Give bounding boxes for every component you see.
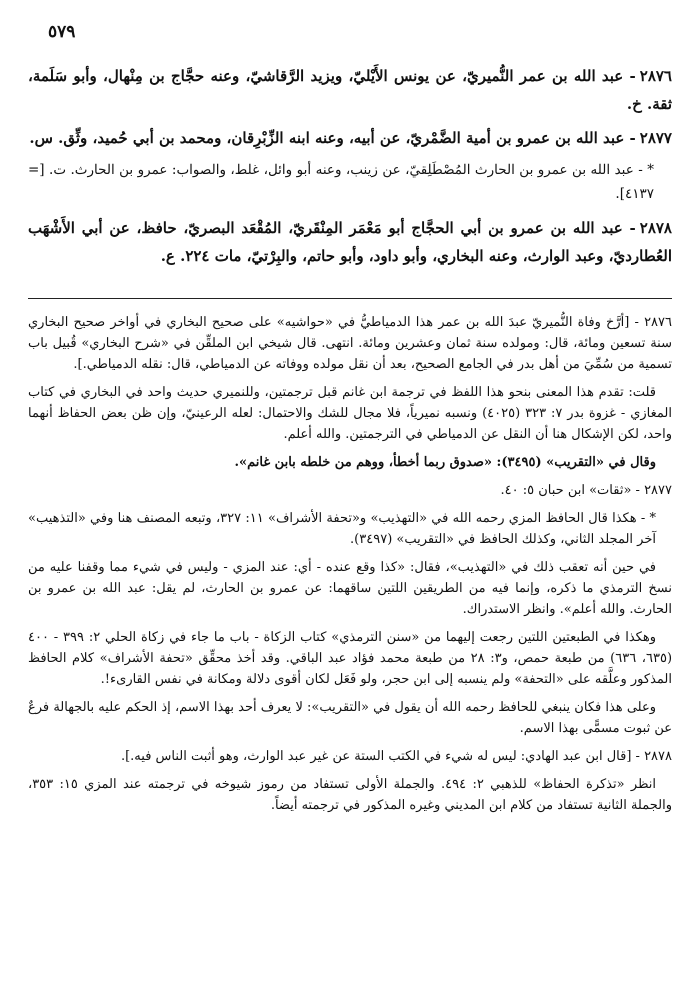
entry-text: - عبد الله بن عمرو بن أمية الضَّمْريّ، عن أبيه، وعنه ابنه الزِّبْرِقان، ومحمد بن أبي حُميد، وثِّق. س. xyxy=(29,129,636,147)
main-text xyxy=(28,62,672,276)
entry-2876 xyxy=(28,62,672,118)
footnote-2878-b: انظر «تذكرة الحفاظ» للذهبي ٢: ٤٩٤. والجملة الأولى تستفاد من رموز شيوخه في ترجمته عند المزي ١٥: ٣٥٣، والجملة الثانية تستفاد من كلام ابن المديني وغيره المذكور في ترجمته أيضاً. xyxy=(28,777,672,813)
footnote-2877-b: * - هكذا قال الحافظ المزي رحمه الله في «التهذيب» و«تحفة الأشراف» ١١: ٣٢٧، وتبعه المصنف هنا وفي «التذهيب» آخر المجلد الثاني، وكذلك الحافظ في «التقريب» (٣٤٩٧). xyxy=(28,511,657,547)
entry-number: ٢٨٧٨ xyxy=(639,219,672,237)
footnote-2877-e: وعلى هذا فكان ينبغي للحافظ رحمه الله أن يقول في «التقريب»: لا يعرف أحد بهذا الاسم، إذ الحكم عليه بالجهالة فرعٌ عن ثبوت مسمًّى بهذا الاسم. xyxy=(28,700,672,736)
footnote-2876-c: وقال في «التقريب» (٣٤٩٥): «صدوق ربما أخطأ، ووهم من خلطه بابن غانم». xyxy=(234,455,656,470)
footnote-2878-a: ٢٨٧٨ - [قال ابن عبد الهادي: ليس له شيء في الكتب الستة عن غير عبد الوارث، وهو أثبت الناس فيه.]. xyxy=(120,749,672,764)
entry-2878 xyxy=(28,214,672,270)
footnote-2877-d: وهكذا في الطبعتين اللتين رجعت إليهما من «سنن الترمذي» كتاب الزكاة - باب ما جاء في زكاة الحلي ٢: ٣٩٩ - ٤٠٠ (٦٣٥، ٦٣٦) من طبعة حمص، و٣: ٢٨ من طبعة محمد فؤاد عبد الباقي. وقد أخذ محقِّق «تحفة الأشراف» كلام الحافظ المذكور وعلَّقه على «التحفة» ولم ينسبه إلى ابن حجر، ولو فَعَل لكان أقوى دلالة ومكانة في نفس القارىء!. xyxy=(28,630,673,687)
footnotes xyxy=(28,312,672,823)
page-number: ٥٧٩ xyxy=(48,22,76,42)
entry-text: - عبد الله بن عمرو بن أبي الحجَّاج أبو مَعْمَر المِنْقَريّ، المُقْعَد البصريّ، حافظ، عن أبي الأَشْهَب العُطارديّ، وعبد الوارث، وعنه البخاري، وأبو داود، وأبو حاتم، والبِرْتيّ، مات ٢٢٤. ع. xyxy=(28,219,672,265)
footnote-2877-c: في حين أنه تعقب ذلك في «التهذيب»، فقال: «كذا وقع عنده - أي: عند المزي - وليس في شيء مما وقفنا عليه من نسخ الترمذي ما ذكره، وإنما فيه من الطريقين اللتين ساقهما: عن عمرو بن الحارث، لم يقل: عبد الله بن عمرو بن الحارث. والله أعلم». وانظر الاستدراك. xyxy=(28,560,672,617)
entry-2877 xyxy=(28,124,672,152)
footnote-divider xyxy=(28,298,672,299)
footnote-2877-a: ٢٨٧٧ - «ثقات» ابن حبان ٥: ٤٠. xyxy=(500,483,672,498)
footnote-2876-b: قلت: تقدم هذا المعنى بنحو هذا اللفظ في ترجمة ابن غانم قبل ترجمتين، وللنميري حديث واحد في البخاري في كتاب المغازي - غزوة بدر ٧: ٣٢٣ (٤٠٢٥) ونسبه نميرياً، فلا مجال للشك والاحتمال: لعله الرعينيّ، وإن ظن بعض الحفاظ أنهما واحد، لكن الإشكال هنا أن النقل عن الدمياطي في الترجمتين. والله أعلم. xyxy=(28,385,672,442)
footnote-2876-a: ٢٨٧٦ - [أرَّخ وفاة النُّميريّ عبدَ الله بن عمر هذا الدمياطيُّ في «حواشيه» على صحيح البخاري في أواخر صحيح البخاري سنة تسعين ومائة، قال: ومولده سنة ثمان وعشرين ومائة. انتهى. قال شيخي ابن الملقِّن في «شرح البخاري» قُبيل باب تسمية من سُمِّيَ من أهل بدر في الجامع الصحيح، بعد أن نقل مولده ووفاته عن الدمياطي، قال: نقله الدمياطي.]. xyxy=(28,315,672,372)
entry-number: ٢٨٧٧ xyxy=(639,129,672,147)
upper-note: * - عبد الله بن عمرو بن الحارث المُصْطَلِقيّ، عن زينب، وعنه أبو وائل، غلط، والصواب: عمرو بن الحارث. ت. [= ٤١٣٧]. xyxy=(28,162,654,202)
entry-number: ٢٨٧٦ xyxy=(639,67,672,85)
entry-text: - عبد الله بن عمر النُّميريّ، عن يونس الأَيْليّ، ويزيد الرَّقاشيّ، وعنه حجَّاج بن مِنْهال، وأبو سَلَمة، ثقة. خ. xyxy=(28,67,672,113)
